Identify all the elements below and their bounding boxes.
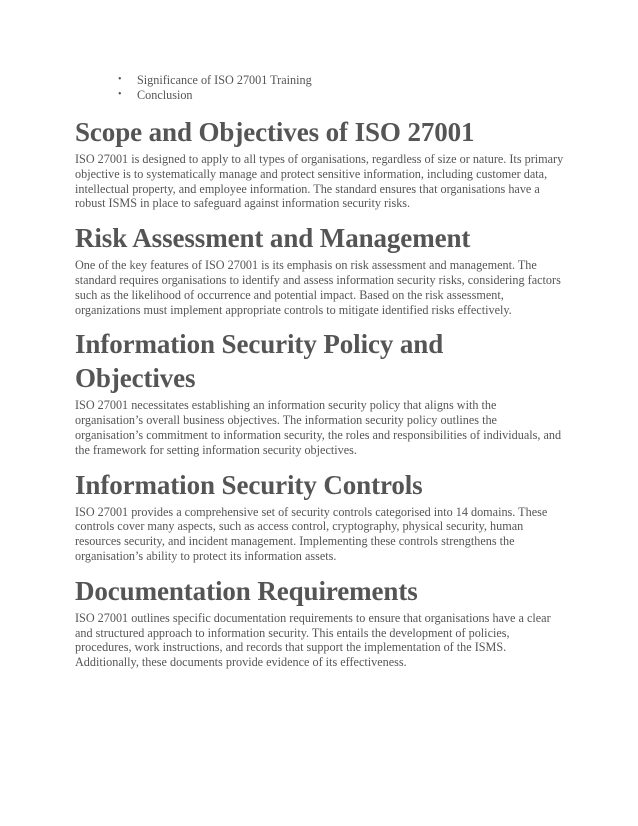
section-controls [75, 468, 565, 564]
section-policy [75, 327, 565, 457]
toc-list [75, 73, 565, 102]
heading-controls: Information Security Controls [75, 469, 423, 500]
heading-risk: Risk Assessment and Management [75, 223, 471, 254]
section-risk [75, 221, 565, 317]
paragraph-policy: ISO 27001 necessitates establishing an information security policy that aligns with the organisation’s overall business objectives. The information security policy outlines the organisation’s commitment to information security, the roles and responsibilities of individuals, and the framework for setting information security objectives. [75, 398, 562, 457]
paragraph-controls: ISO 27001 provides a comprehensive set of security controls categorised into 14 domains. These controls cover many aspects, such as access control, cryptography, physical security, human resources security, and incident management. Implementing these controls strengthens the organisation’s ability to protect its information assets. [75, 504, 548, 563]
document-page [75, 73, 565, 670]
heading-policy: Information Security Policy and Objectives [75, 329, 444, 394]
toc-item-training[interactable]: • Significance of ISO 27001 Training [137, 73, 565, 88]
heading-scope: Scope and Objectives of ISO 27001 [75, 117, 475, 147]
toc-item-conclusion[interactable]: • Conclusion [137, 88, 565, 103]
section-documentation [75, 574, 565, 670]
section-scope [75, 115, 565, 211]
paragraph-scope: ISO 27001 is designed to apply to all types of organisations, regardless of size or nature. Its primary objective is to systematically manage and protect sensitive information, including customer data, intellectual property, and employee information. The standard ensures that organisations have a robust ISMS in place to safeguard against information security risks. [75, 152, 564, 211]
paragraph-risk: One of the key features of ISO 27001 is its emphasis on risk assessment and management. The standard requires organisations to identify and assess information security risks, considering factors such as the likelihood of occurrence and potential impact. Based on the risk assessment, organizations must implement appropriate controls to mitigate identified risks effectively. [75, 258, 561, 317]
paragraph-documentation: ISO 27001 outlines specific documentation requirements to ensure that organisations have a clear and structured approach to information security. This entails the development of policies, procedures, work instructions, and records that support the implementation of the ISMS. Additionally, these documents provide evidence of its effectiveness. [75, 610, 551, 670]
heading-documentation: Documentation Requirements [75, 575, 418, 606]
